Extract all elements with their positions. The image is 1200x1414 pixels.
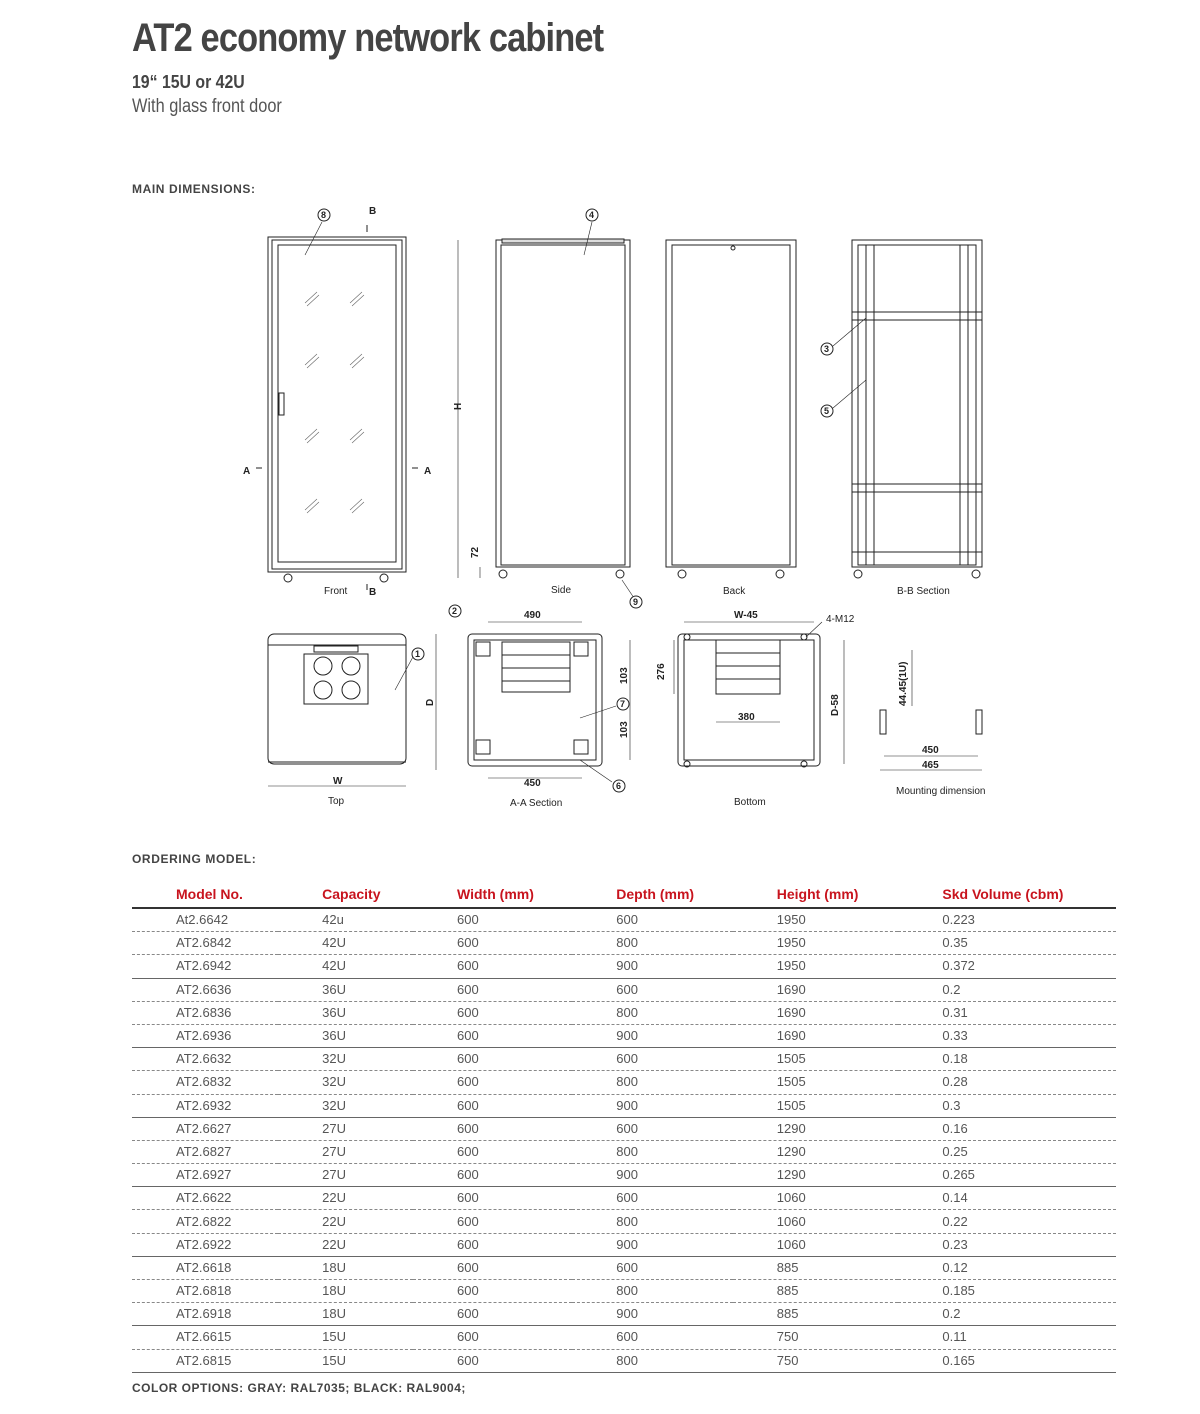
table-cell: 600 (572, 978, 732, 1001)
table-cell: 1950 (733, 932, 899, 955)
table-cell: 0.12 (898, 1256, 1116, 1279)
table-cell: 0.3 (898, 1094, 1116, 1117)
table-cell: 600 (413, 1024, 572, 1047)
dimension-bottom-center: 380 (738, 712, 755, 723)
page-tagline: With glass front door (132, 96, 282, 117)
aa-section-drawing (468, 622, 630, 782)
table-cell: 32U (278, 1071, 413, 1094)
column-header: Skd Volume (cbm) (898, 884, 1116, 908)
table-cell: 32U (278, 1048, 413, 1071)
table-cell: 1505 (733, 1048, 899, 1071)
table-cell: 600 (413, 1071, 572, 1094)
table-cell: 600 (413, 908, 572, 932)
table-cell: 0.372 (898, 955, 1116, 978)
table-cell: AT2.6632 (132, 1048, 278, 1071)
table-cell: 0.14 (898, 1187, 1116, 1210)
table-cell: 900 (572, 1024, 732, 1047)
ordering-table-header (132, 884, 1116, 908)
page-title: AT2 economy network cabinet (132, 16, 604, 60)
table-row (132, 1001, 1116, 1024)
table-cell: AT2.6622 (132, 1187, 278, 1210)
table-cell: 0.18 (898, 1048, 1116, 1071)
table-cell: AT2.6822 (132, 1210, 278, 1233)
callout-4: 4 (589, 210, 595, 220)
table-cell: 900 (572, 1233, 732, 1256)
dimension-mount-465: 465 (922, 760, 939, 771)
table-cell: 27U (278, 1140, 413, 1163)
table-cell: 36U (278, 1024, 413, 1047)
table-cell: 1290 (733, 1117, 899, 1140)
table-row (132, 1233, 1116, 1256)
table-cell: 1505 (733, 1094, 899, 1117)
table-cell: 600 (572, 1256, 732, 1279)
table-cell: 800 (572, 1210, 732, 1233)
table-row (132, 1210, 1116, 1233)
table-cell: 600 (572, 1326, 732, 1349)
table-cell: 600 (413, 1140, 572, 1163)
table-cell: 600 (413, 1256, 572, 1279)
table-cell: 15U (278, 1349, 413, 1372)
table-cell: 42U (278, 955, 413, 978)
table-cell: 800 (572, 1349, 732, 1372)
table-cell: 600 (413, 1349, 572, 1372)
callout-5: 5 (824, 406, 830, 416)
dimension-aa-pitch-1: 103 (619, 667, 630, 684)
table-row (132, 1326, 1116, 1349)
table-row (132, 1048, 1116, 1071)
table-cell: 900 (572, 1303, 732, 1326)
bb-section-drawing (833, 240, 982, 578)
table-cell: 18U (278, 1256, 413, 1279)
view-label-mounting: Mounting dimension (896, 786, 986, 797)
table-cell: AT2.6636 (132, 978, 278, 1001)
table-row (132, 978, 1116, 1001)
table-cell: 600 (413, 1001, 572, 1024)
table-cell: AT2.6832 (132, 1071, 278, 1094)
table-cell: AT2.6927 (132, 1164, 278, 1187)
table-cell: 0.223 (898, 908, 1116, 932)
table-cell: 1060 (733, 1233, 899, 1256)
callout-3: 3 (824, 344, 830, 354)
table-cell: 800 (572, 1140, 732, 1163)
table-row (132, 1071, 1116, 1094)
table-cell: 22U (278, 1187, 413, 1210)
table-cell: 0.25 (898, 1140, 1116, 1163)
table-row (132, 1256, 1116, 1279)
back-view-drawing (666, 240, 796, 578)
table-cell: 0.165 (898, 1349, 1116, 1372)
table-row (132, 1094, 1116, 1117)
table-cell: AT2.6827 (132, 1140, 278, 1163)
dimension-mount-450: 450 (922, 745, 939, 756)
table-cell: 750 (733, 1349, 899, 1372)
view-label-side: Side (551, 585, 572, 596)
side-view-drawing (458, 222, 634, 598)
dimension-plinth: 72 (470, 546, 481, 558)
table-row (132, 1164, 1116, 1187)
table-cell: 600 (413, 1233, 572, 1256)
view-label-bottom: Bottom (734, 797, 766, 808)
marker-b-bottom: B (369, 587, 377, 598)
table-cell: 0.11 (898, 1326, 1116, 1349)
table-cell: 750 (733, 1326, 899, 1349)
table-cell: 1290 (733, 1164, 899, 1187)
dimension-aa-top: 490 (524, 610, 541, 621)
marker-b-top: B (369, 206, 377, 217)
table-cell: 1690 (733, 1024, 899, 1047)
table-cell: 1505 (733, 1071, 899, 1094)
view-label-aa-section: A-A Section (510, 798, 563, 809)
table-cell: 1950 (733, 955, 899, 978)
table-cell: AT2.6818 (132, 1280, 278, 1303)
table-cell: 27U (278, 1117, 413, 1140)
table-cell: 600 (413, 1210, 572, 1233)
table-cell: 600 (413, 1326, 572, 1349)
table-cell: 600 (413, 932, 572, 955)
table-cell: 36U (278, 1001, 413, 1024)
table-row (132, 1117, 1116, 1140)
table-cell: 600 (572, 1048, 732, 1071)
table-cell: 885 (733, 1280, 899, 1303)
table-cell: 36U (278, 978, 413, 1001)
table-cell: 1060 (733, 1210, 899, 1233)
view-label-front: Front (324, 586, 348, 597)
column-header: Capacity (278, 884, 413, 908)
column-header: Depth (mm) (572, 884, 732, 908)
table-cell: AT2.6615 (132, 1326, 278, 1349)
table-cell: 900 (572, 1094, 732, 1117)
table-row (132, 1140, 1116, 1163)
dimension-bottom-slot: 4-M12 (826, 614, 855, 625)
table-cell: 600 (413, 1094, 572, 1117)
column-header: Height (mm) (733, 884, 899, 908)
table-cell: 0.22 (898, 1210, 1116, 1233)
color-options: COLOR OPTIONS: GRAY: RAL7035; BLACK: RAL9004; (132, 1381, 466, 1395)
callout-8: 8 (321, 210, 327, 220)
marker-d: D (425, 698, 436, 706)
table-cell: 1060 (733, 1187, 899, 1210)
table-cell: 800 (572, 1280, 732, 1303)
table-cell: 1690 (733, 1001, 899, 1024)
dimension-bottom-depth: D-58 (830, 694, 841, 716)
table-cell: 18U (278, 1303, 413, 1326)
front-view-drawing (256, 222, 418, 590)
view-label-top: Top (328, 796, 345, 807)
marker-a-right: A (424, 466, 432, 477)
bottom-view-drawing (674, 622, 844, 767)
table-cell: 18U (278, 1280, 413, 1303)
table-cell: AT2.6942 (132, 955, 278, 978)
table-cell: AT2.6627 (132, 1117, 278, 1140)
callout-2: 2 (452, 606, 458, 616)
table-cell: 600 (413, 1164, 572, 1187)
dimension-aa-bottom: 450 (524, 778, 541, 789)
view-label-back: Back (723, 586, 746, 597)
table-cell: 600 (572, 908, 732, 932)
table-cell: AT2.6842 (132, 932, 278, 955)
marker-h: H (453, 402, 464, 410)
table-row (132, 1303, 1116, 1326)
table-cell: AT2.6918 (132, 1303, 278, 1326)
marker-w: W (333, 776, 343, 787)
table-cell: 0.33 (898, 1024, 1116, 1047)
table-row (132, 1349, 1116, 1372)
dimension-bottom-width: W-45 (734, 610, 758, 621)
marker-a-left: A (243, 466, 251, 477)
table-cell: 600 (413, 1280, 572, 1303)
top-view-drawing (268, 634, 436, 786)
table-cell: 600 (413, 1117, 572, 1140)
table-cell: 0.31 (898, 1001, 1116, 1024)
table-cell: 600 (572, 1117, 732, 1140)
table-row (132, 1024, 1116, 1047)
table-cell: 600 (413, 978, 572, 1001)
table-cell: 1950 (733, 908, 899, 932)
dimension-mount-unit: 44.45(1U) (898, 661, 909, 706)
table-cell: 0.35 (898, 932, 1116, 955)
table-cell: 15U (278, 1326, 413, 1349)
table-cell: 0.2 (898, 1303, 1116, 1326)
table-cell: 0.23 (898, 1233, 1116, 1256)
table-cell: 0.16 (898, 1117, 1116, 1140)
table-cell: 600 (413, 1303, 572, 1326)
table-cell: 0.185 (898, 1280, 1116, 1303)
table-row (132, 908, 1116, 932)
table-cell: AT2.6618 (132, 1256, 278, 1279)
table-cell: AT2.6932 (132, 1094, 278, 1117)
ordering-table (132, 884, 1116, 1373)
table-cell: 800 (572, 932, 732, 955)
table-row (132, 955, 1116, 978)
dimension-bottom-left: 276 (656, 663, 667, 680)
table-cell: 0.28 (898, 1071, 1116, 1094)
page-subtitle: 19“ 15U or 42U (132, 72, 245, 92)
table-cell: AT2.6836 (132, 1001, 278, 1024)
table-cell: 600 (413, 955, 572, 978)
table-cell: 32U (278, 1094, 413, 1117)
table-cell: 900 (572, 1164, 732, 1187)
table-cell: 0.265 (898, 1164, 1116, 1187)
ordering-model-label: ORDERING MODEL: (132, 852, 257, 866)
table-cell: 885 (733, 1303, 899, 1326)
column-header: Width (mm) (413, 884, 572, 908)
callout-1: 1 (415, 649, 421, 659)
table-cell: 600 (572, 1187, 732, 1210)
view-label-bb-section: B-B Section (897, 586, 950, 597)
table-cell: 800 (572, 1071, 732, 1094)
table-cell: 1290 (733, 1140, 899, 1163)
column-header: Model No. (132, 884, 278, 908)
table-row (132, 932, 1116, 955)
table-cell: 1690 (733, 978, 899, 1001)
table-row (132, 1187, 1116, 1210)
table-cell: 900 (572, 955, 732, 978)
dimension-aa-pitch-2: 103 (619, 721, 630, 738)
table-cell: AT2.6936 (132, 1024, 278, 1047)
table-cell: 800 (572, 1001, 732, 1024)
table-cell: 42U (278, 932, 413, 955)
callout-6: 6 (616, 781, 622, 791)
table-cell: 42u (278, 908, 413, 932)
table-cell: 27U (278, 1164, 413, 1187)
table-cell: 0.2 (898, 978, 1116, 1001)
table-cell: AT2.6815 (132, 1349, 278, 1372)
table-cell: At2.6642 (132, 908, 278, 932)
main-dimensions-label: MAIN DIMENSIONS: (132, 182, 256, 196)
callout-9: 9 (633, 597, 639, 607)
table-cell: 600 (413, 1048, 572, 1071)
table-cell: AT2.6922 (132, 1233, 278, 1256)
table-cell: 22U (278, 1210, 413, 1233)
table-cell: 885 (733, 1256, 899, 1279)
table-cell: 22U (278, 1233, 413, 1256)
callout-7: 7 (620, 699, 626, 709)
table-row (132, 1280, 1116, 1303)
table-cell: 600 (413, 1187, 572, 1210)
